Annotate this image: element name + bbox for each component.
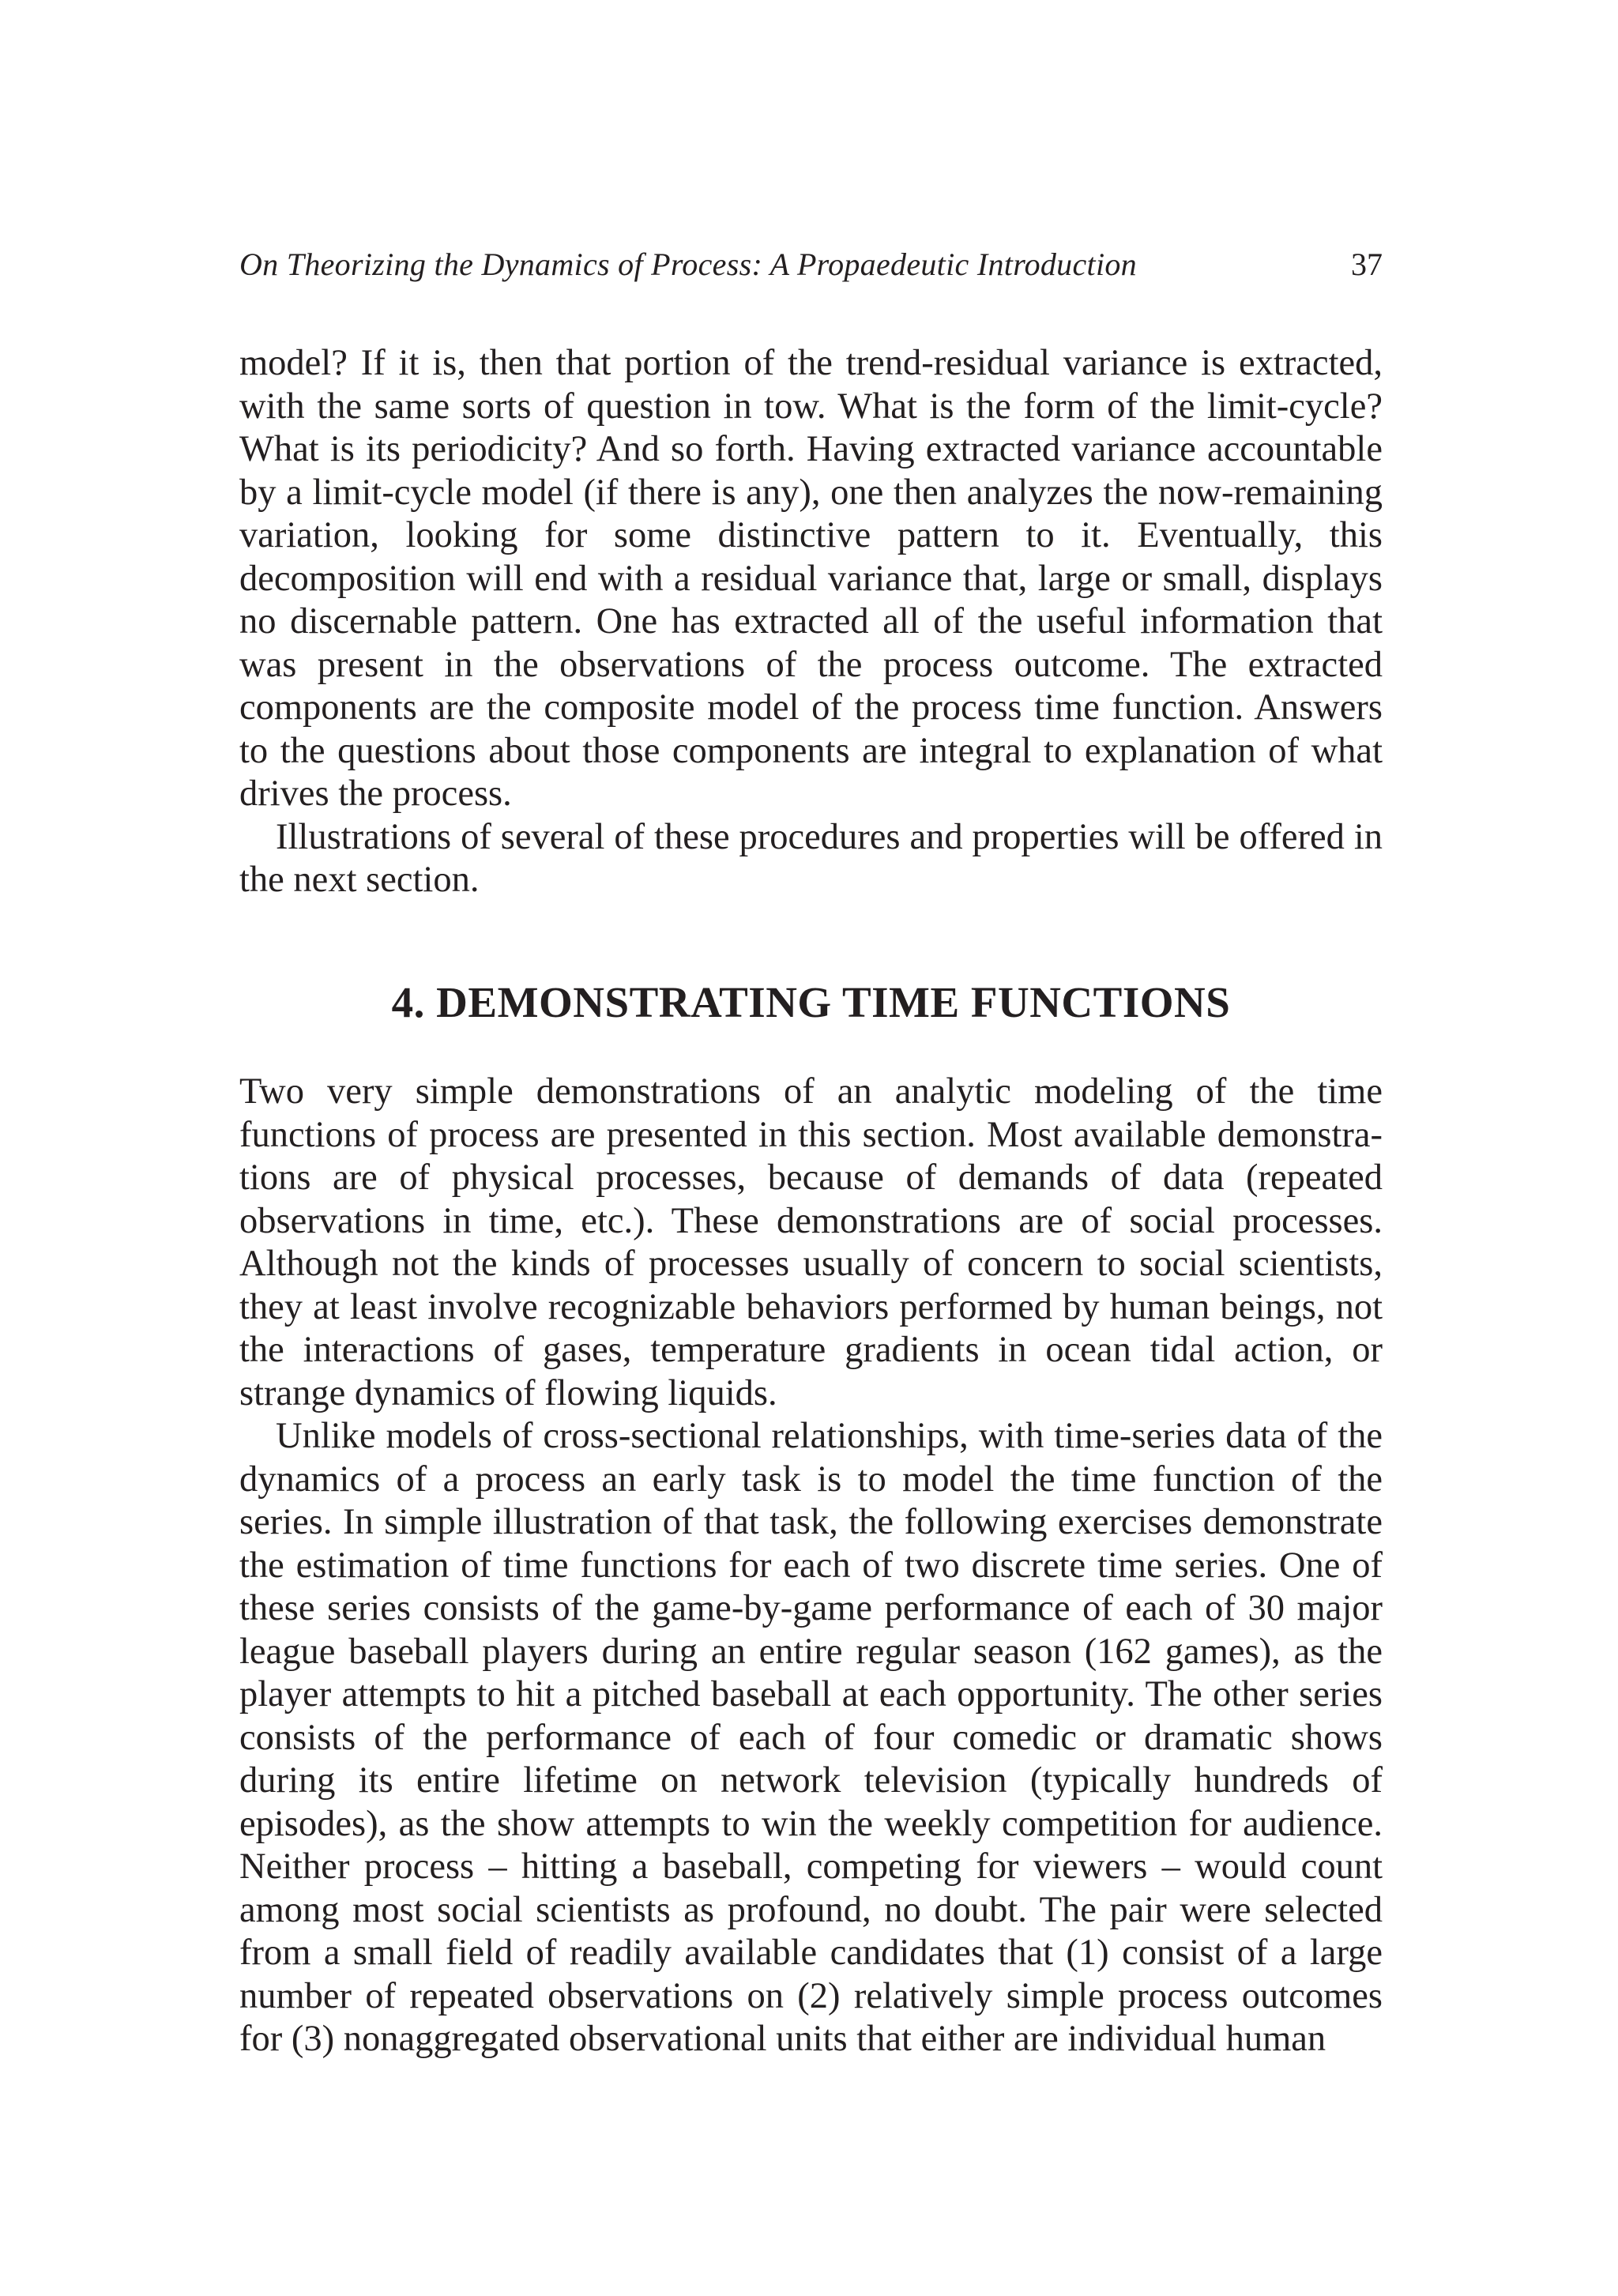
paragraph-illustrations: Illustrations of several of these procedures and properties will be offered in the next section. [239,816,1383,900]
page-header [239,243,1383,286]
page-number: 37 [1351,247,1383,282]
section-heading: 4. DEMONSTRATING TIME FUNCTIONS [391,978,1231,1026]
paragraph-continued: model? If it is, then that portion of the trend-residual variance is extracted, with the same sorts of question in tow. What is the form of the limit-cycle? What is its periodicity? And so forth. Having extracted variance accountable by a limit-cycle model (if there is any), one then analyzes the now-remaining variation, looking for some distinctive pattern to it. Eventually, this decomposition will end with a residual variance that, large or small, displays no discernable pattern. One has extracted all of the useful information that was present in the observations of the process outcome. The extracted components are the composite model of the process time function. Answers to the questions about those components are integral to explanation of what drives the process. [239,343,1383,814]
paragraph-demonstrations: Two very simple demonstrations of an analytic modeling of the time functions of process are presented in this section. Most available demonstrations are of physical processes, because of demands of data (repeated observations in time, etc.). These demonstrations are of social processes. Although not the kinds of processes usually of concern to social scientists, they at least involve recognizable behaviors performed by human beings, not the interactions of gases, temperature gradients in ocean tidal action, or strange dynamics of flowing liquids. [239,1071,1383,1413]
paragraph-time-series: Unlike models of cross-sectional relationships, with time-series data of the dynamics of a process an early task is to model the time function of the series. In simple illustration of that task, the following exercises demonstrate the estimation of time functions for each of two discrete time series. One of these series consists of the game-by-game performance of each of 30 major league baseball players during an entire regular season (162 games), as the player attempts to hit a pitched baseball at each opportunity. The other series consists of the performance of each of four comedic or dramatic shows during its entire lifetime on network television (typically hundreds of episodes), as the show attempts to win the weekly competition for audience. Neither process – hitting a baseball, competing for viewers – would count among most social scientists as profound, no doubt. The pair were selected from a small field of readily available candidates that (1) consist of a large number of repeated observations on (2) relatively simple process outcomes for (3) nonaggregated observational units that either are individual human [239,1416,1383,2059]
section-text-block [239,1071,1383,2061]
running-title: On Theorizing the Dynamics of Process: A Propaedeutic Introduction [239,247,1137,282]
continued-text-block [239,342,1383,902]
